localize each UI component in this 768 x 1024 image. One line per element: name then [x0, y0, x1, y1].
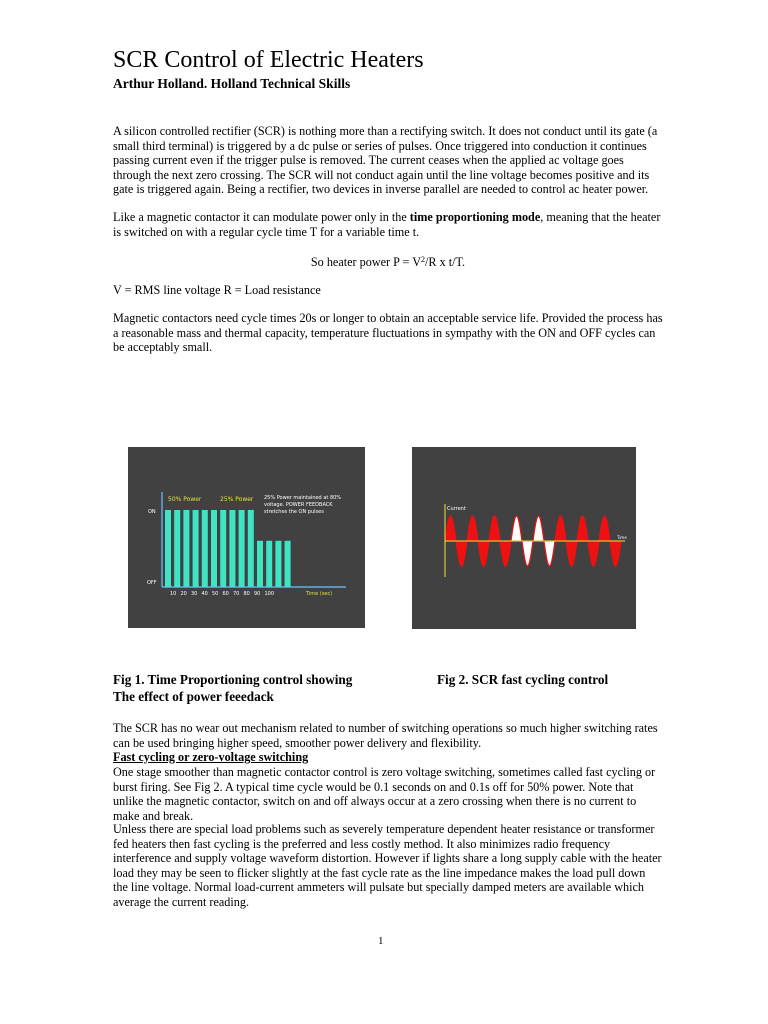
figure-1-svg [128, 447, 365, 628]
page-number: 1 [378, 935, 384, 947]
wave-half-cycle [467, 516, 478, 541]
feedback-note-line-2: voltage. POWER FEEDBACK [264, 502, 333, 508]
pulse-bar [248, 510, 254, 587]
x-tick-label: 20 [180, 591, 187, 597]
unless-paragraph: Unless there are special load problems such as severely temperature dependent heater resistance or transformer fed heaters then fast cycling is the preferred and less costly method. It also minimizes radio frequency interference and supply voltage waveform distortion. However if lights share a long supply cable with the heater load they may be seen to flicker slightly at the fast cycle rate as the line impedance makes the load pull down the line voltage. Normal load-current ammeters will pulsate but specially damped meters are available which average the current reading. [113, 822, 662, 909]
pulse-bar [174, 510, 180, 587]
intro-paragraph: A silicon controlled rectifier (SCR) is nothing more than a rectifying switch. It does not conduct until its gate (a small third terminal) is triggered by a dc pulse or series of pulses. Once triggered into conduction it continues passing current even if the trigger pulse is removed. The current ceases when the applied ac voltage goes through the next zero crossing. The SCR will not conduct again until the line voltage becomes positive and its gate is triggered again. Being a rectifier, two devices in inverse parallel are needed to control ac heater power. [113, 124, 658, 197]
feedback-note-line-1: 25% Power maintained at 80% [264, 495, 342, 501]
author-line: Arthur Holland. Holland Technical Skills [113, 76, 351, 91]
wave-half-cycle [500, 541, 511, 566]
wave-half-cycle [544, 541, 555, 566]
contactor-paragraph [113, 210, 663, 239]
wear-paragraph: The SCR has no wear out mechanism related to number of switching operations so much higher switching rates can be used bringing higher speed, smoother power delivery and flexibility. [113, 721, 658, 750]
pulse-bar [266, 541, 272, 587]
figure-2-fast-cycling [412, 447, 636, 629]
wave-half-cycle [610, 541, 621, 566]
figure-2-svg [412, 447, 636, 629]
x-tick-labels [170, 591, 274, 597]
pulse-bar [257, 541, 263, 587]
fast-cycling-heading: Fast cycling or zero-voltage switching [113, 750, 309, 764]
wave-half-cycle [588, 541, 599, 566]
x-tick-label: 60 [222, 591, 229, 597]
wave-half-cycle [445, 516, 456, 541]
wave-half-cycle [456, 541, 467, 566]
x-tick-label: 10 [170, 591, 177, 597]
pulse-bar [229, 510, 235, 587]
time-proportioning-term: time proportioning mode [409, 210, 541, 224]
current-label: Current [447, 506, 466, 512]
pulse-bar [165, 510, 171, 587]
wave-half-cycle [533, 516, 544, 541]
x-tick-label: 80 [243, 591, 250, 597]
formula-exponent: 2 [421, 255, 426, 264]
x-tick-label: 100 [264, 591, 275, 597]
wave-half-cycle [511, 516, 522, 541]
formula-suffix: /R x t/T. [425, 255, 466, 269]
power-formula [113, 255, 663, 270]
wave-half-cycle [478, 541, 489, 566]
pulse-bar [211, 510, 217, 587]
pulse-bar [202, 510, 208, 587]
wave-half-cycle [599, 516, 610, 541]
pulse-bar [193, 510, 199, 587]
wave-half-cycle [522, 541, 533, 566]
x-tick-label: 30 [191, 591, 198, 597]
page-title: SCR Control of Electric Heaters [113, 47, 424, 73]
variables-line: V = RMS line voltage R = Load resistance [113, 283, 321, 297]
x-axis-label: Time (sec) [306, 591, 333, 597]
pulse-bar [239, 510, 245, 587]
x-tick-label: 40 [201, 591, 208, 597]
off-level-label: OFF [147, 580, 157, 586]
label-50-power: 50% Power [168, 496, 202, 503]
time-label: Time [617, 535, 627, 540]
pulse-bar [285, 541, 291, 587]
fast-cycling-paragraph: One stage smoother than magnetic contactor control is zero voltage switching, sometimes called fast cycling or burst firing. See Fig 2. A typical time cycle would be 0.1 seconds on and 0.1s off for 50% power. Note that unlike the magnetic contactor, switch on and off always occur at a zero crossing when there is no current to make and break. [113, 765, 656, 823]
figure-1-caption-line-1: Fig 1. Time Proportioning control showing [113, 672, 353, 687]
on-level-label: ON [148, 509, 156, 515]
figure-2-caption: Fig 2. SCR fast cycling control [437, 672, 609, 687]
cycle-paragraph: Magnetic contactors need cycle times 20s or longer to obtain an acceptable service life. Provided the process has a reasonable mass and thermal capacity, temperature fluctuations in sympathy with the ON and OFF cycles can be acceptably small. [113, 311, 663, 355]
x-tick-label: 50 [212, 591, 219, 597]
figure-1-time-proportioning [128, 447, 365, 628]
wave-half-cycle [566, 541, 577, 566]
pulse-bar [220, 510, 226, 587]
wave-half-cycle [555, 516, 566, 541]
pulse-bars [165, 510, 291, 587]
contactor-text-start: Like a magnetic contactor it can modulate power only in the [113, 210, 410, 224]
x-tick-label: 90 [254, 591, 261, 597]
pulse-bar [183, 510, 189, 587]
figure-1-caption [113, 671, 352, 705]
label-25-power: 25% Power [220, 496, 254, 503]
contactor-text-end: , meaning that the heater is switched on with a regular cycle time T for a variable time t. [113, 210, 661, 239]
wave-half-cycle [577, 516, 588, 541]
figure-1-caption-line-2: The effect of power feeedack [113, 689, 274, 704]
wave-half-cycle [489, 516, 500, 541]
formula-prefix: So heater power P = V [310, 255, 422, 269]
x-tick-label: 70 [233, 591, 240, 597]
pulse-bar [275, 541, 281, 587]
feedback-note-line-3: stretches the ON pulses [264, 509, 324, 515]
